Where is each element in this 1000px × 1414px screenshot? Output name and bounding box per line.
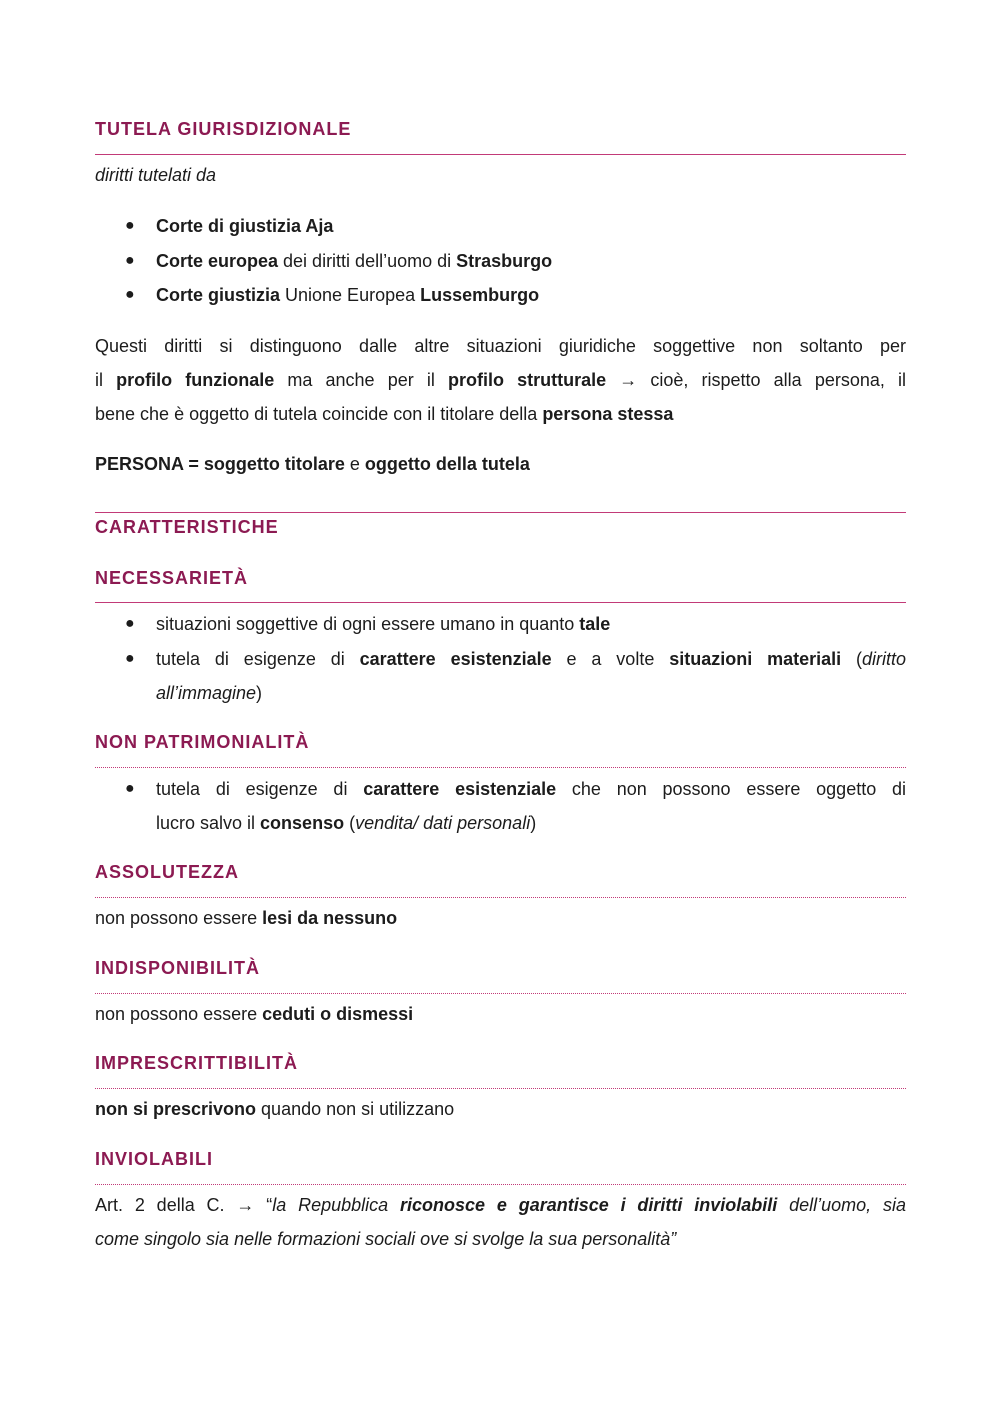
list-item-court-1: Corte di giustizia Aja: [156, 216, 334, 236]
bullet-dot: ●: [125, 615, 135, 632]
subsection-title-non-patrimonialita: NON PATRIMONIALITÀ: [95, 732, 310, 752]
list-item-court-3: Corte giustizia Unione Europea Lussemburgo: [156, 285, 540, 305]
paragraph-line-1: Questi diritti si distinguono dalle altre situazioni giuridiche soggettive non soltanto per: [95, 336, 906, 356]
bullet-dot: ●: [125, 217, 135, 234]
imprescrittibilita-text: non si prescrivono quando non si utilizzano: [95, 1099, 455, 1119]
intro-text: diritti tutelati da: [95, 165, 217, 185]
list-item-necessarieta-2-cont: all’immagine): [156, 683, 263, 703]
bullet-dot: ●: [125, 286, 135, 303]
assolutezza-text: non possono essere lesi da nessuno: [95, 908, 398, 928]
subsection-rule: [95, 1184, 906, 1185]
subsection-rule: [95, 897, 906, 898]
list-item-non-patrimonialita-cont: lucro salvo il consenso (vendita/ dati personali): [156, 813, 537, 833]
indisponibilita-text: non possono essere ceduti o dismessi: [95, 1004, 414, 1024]
list-item-non-patrimonialita: tutela di esigenze di carattere esistenziale che non possono essere oggetto di: [156, 779, 907, 799]
paragraph-line-2: il profilo funzionale ma anche per il profilo strutturale → cioè, rispetto alla persona, il: [95, 370, 906, 390]
subsection-title-imprescrittibilita: IMPRESCRITTIBILITÀ: [95, 1053, 298, 1073]
section-rule: [95, 512, 906, 513]
bullet-dot: ●: [125, 650, 135, 667]
list-item-court-2: Corte europea dei diritti dell’uomo di Strasburgo: [156, 251, 553, 271]
subsection-title-inviolabili: INVIOLABILI: [95, 1149, 213, 1169]
section-title-tutela: TUTELA GIURISDIZIONALE: [95, 119, 352, 139]
bullet-dot: ●: [125, 780, 135, 797]
inviolabili-quote-line-1: Art. 2 della C. → “la Repubblica riconosce e garantisce i diritti inviolabili dell’uomo, sia: [95, 1195, 906, 1215]
paragraph-line-3: bene che è oggetto di tutela coincide con il titolare della persona stessa: [95, 404, 674, 424]
section-title-caratteristiche: CARATTERISTICHE: [95, 517, 279, 537]
subsection-rule: [95, 767, 906, 768]
bullet-dot: ●: [125, 252, 135, 269]
inviolabili-quote-line-2: come singolo sia nelle formazioni sociali ove si svolge la sua personalità”: [95, 1229, 677, 1249]
subsection-title-necessarieta: NECESSARIETÀ: [95, 568, 249, 588]
subsection-title-assolutezza: ASSOLUTEZZA: [95, 862, 239, 882]
subsection-rule: [95, 1088, 906, 1089]
persona-statement: PERSONA = soggetto titolare e oggetto della tutela: [95, 454, 530, 474]
title-rule: [95, 154, 906, 155]
list-item-necessarieta-1: situazioni soggettive di ogni essere umano in quanto tale: [156, 614, 611, 634]
subsection-title-indisponibilita: INDISPONIBILITÀ: [95, 958, 261, 978]
list-item-necessarieta-2: tutela di esigenze di carattere esistenziale e a volte situazioni materiali (diritto: [156, 649, 907, 669]
subsection-rule: [95, 993, 906, 994]
subsection-rule: [95, 602, 906, 603]
